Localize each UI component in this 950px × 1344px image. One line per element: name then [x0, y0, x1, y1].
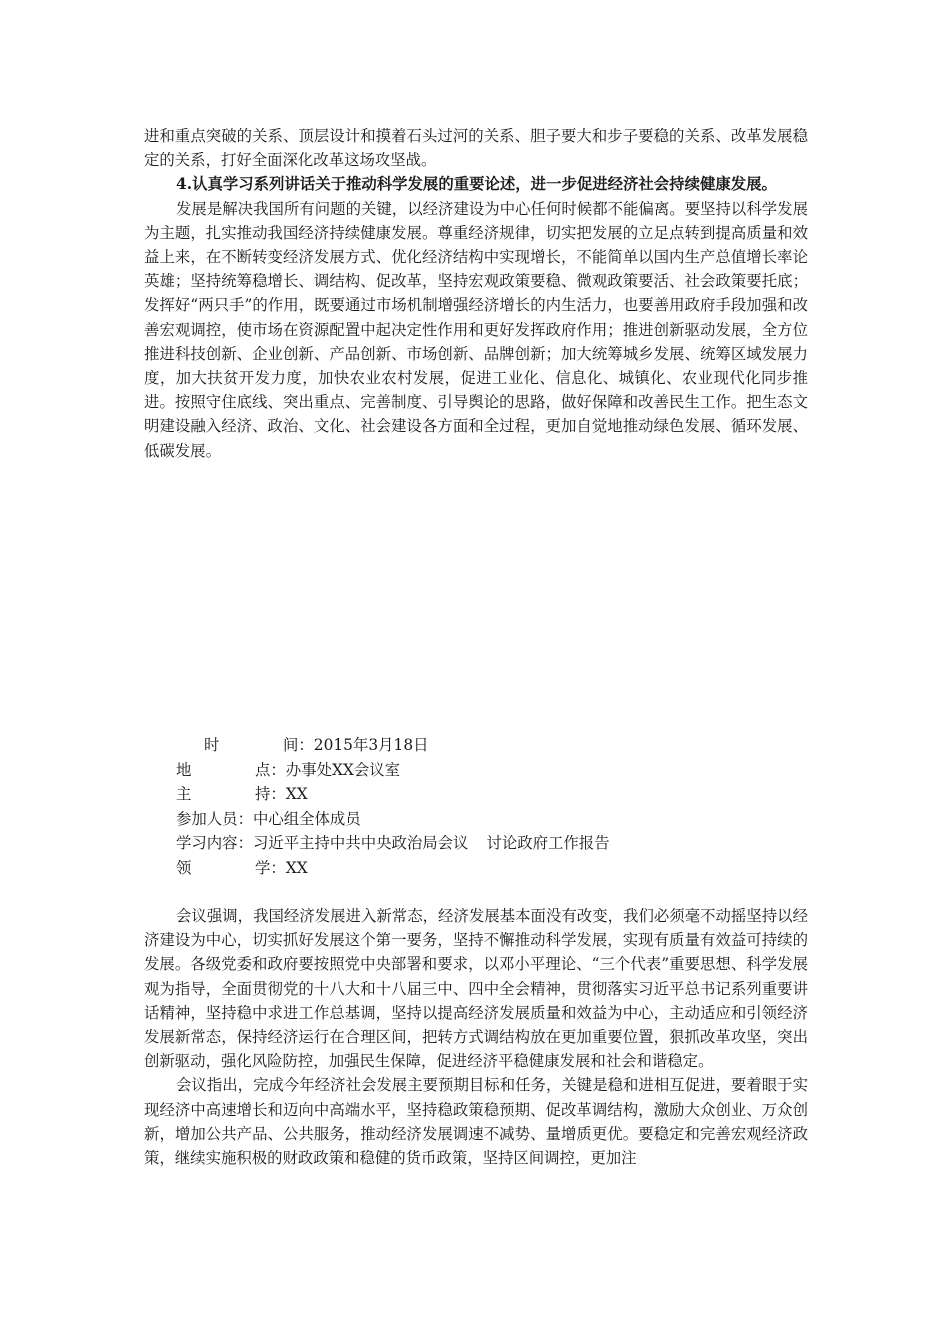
content-value-part2: 讨论政府工作报告 [486, 834, 610, 852]
meeting-attendees-row [176, 807, 776, 832]
meeting-place-row [176, 758, 776, 783]
meeting-time-row [176, 733, 776, 758]
attendees-value: 中心组全体成员 [252, 809, 361, 828]
host-label-char2: 持： [255, 785, 286, 803]
content-label: 学习内容： [176, 834, 253, 852]
host-label-char1: 主 [176, 785, 192, 803]
place-value: 办事处XX会议室 [285, 760, 401, 779]
content-value-part1: 习近平主持中共中央政治局会议 [252, 834, 469, 852]
meeting-leader-row [176, 856, 776, 881]
section-heading: 4.认真学习系列讲话关于推动科学发展的重要论述，进一步促进经济社会持续健康发展。 [176, 175, 777, 194]
paragraph-meeting-points: 会议指出，完成今年经济社会发展主要预期目标和任务，关键是稳和进相互促进，要着眼于实现经济中高速增长和迈向中高端水平，坚持稳政策稳预期、促改革调结构，激励大众创业、万众创新，增加公共产品、公共服务，推动经济发展调速不减势、量增质更优。要稳定和完善宏观经济政策，继续实施积极的财政政策和稳健的货币政策，坚持区间调控，更加注 [144, 1076, 808, 1168]
attendees-label: 参加人员： [176, 809, 253, 828]
meeting-info [176, 733, 776, 880]
time-value: 2015年3月18日 [313, 736, 429, 754]
section-b [144, 904, 808, 1170]
paragraph-continuation: 进和重点突破的关系、顶层设计和摸着石头过河的关系、胆子要大和步子要稳的关系、改革发展稳定的关系，打好全面深化改革这场攻坚战。 [144, 127, 808, 170]
paragraph-development: 发展是解决我国所有问题的关键，以经济建设为中心任何时候都不能偏离。要坚持以科学发展为主题，扎实推动我国经济持续健康发展。尊重经济规律，切实把发展的立足点转到提高质量和效益上来，在不断转变经济发展方式、优化经济结构中实现增长，不能简单以国内生产总值增长率论英雄；坚持统筹稳增长、调结构、促改革，坚持宏观政策要稳、微观政策要活、社会政策要托底；发挥好“两只手”的作用，既要通过市场机制增强经济增长的内生活力，也要善用政府手段加强和改善宏观调控，使市场在资源配置中起决定性作用和更好发挥政府作用；推进创新驱动发展，全方位推进科技创新、企业创新、产品创新、市场创新、品牌创新；加大统筹城乡发展、统筹区域发展力度，加大扶贫开发力度，加快农业农村发展，促进工业化、信息化、城镇化、农业现代化同步推进。按照守住底线、突出重点、完善制度、引导舆论的思路，做好保障和改善民生工作。把生态文明建设融入经济、政治、文化、社会建设各方面和全过程，更加自觉地推动绿色发展、循环发展、低碳发展。 [144, 199, 808, 460]
place-label-char2: 点： [255, 760, 286, 779]
leader-value: XX [285, 858, 308, 877]
meeting-content-row [176, 831, 776, 856]
place-label-char1: 地 [176, 760, 192, 779]
time-label-char2: 间： [283, 736, 314, 754]
meeting-host-row [176, 782, 776, 807]
section-a [144, 124, 808, 463]
paragraph-meeting-emphasis: 会议强调，我国经济发展进入新常态，经济发展基本面没有改变，我们必须毫不动摇坚持以经济建设为中心，切实抓好发展这个第一要务，坚持不懈推动科学发展，实现有质量有效益可持续的发展。各级党委和政府要按照党中央部署和要求，以邓小平理论、“三个代表”重要思想、科学发展观为指导，全面贯彻党的十八大和十八届三中、四中全会精神，贯彻落实习近平总书记系列重要讲话精神，坚持稳中求进工作总基调，坚持以提高经济发展质量和效益为中心，主动适应和引领经济发展新常态，保持经济运行在合理区间，把转方式调结构放在更加重要位置，狠抓改革攻坚，突出创新驱动，强化风险防控，加强民生保障，促进经济平稳健康发展和社会和谐稳定。 [144, 907, 808, 1071]
host-value: XX [285, 785, 308, 803]
time-label-char1: 时 [204, 736, 220, 754]
leader-label-char2: 学： [255, 858, 286, 877]
leader-label-char1: 领 [176, 858, 192, 877]
